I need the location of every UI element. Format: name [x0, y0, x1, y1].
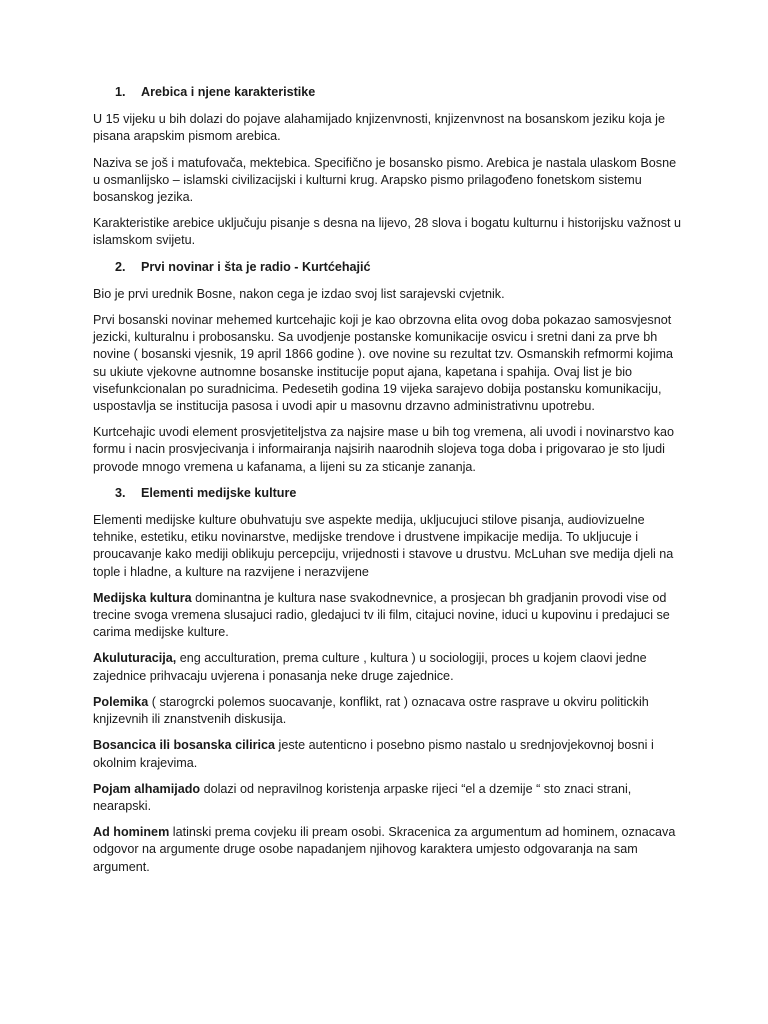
section-heading-1 [93, 84, 685, 101]
term: Medijska kultura [93, 590, 192, 605]
definition: dominantna je kultura nase svakodnevnice, a prosjecan bh gradjanin provodi vise od trecine svoga vremena slusajuci radio, gledajuci tv ili film, citajuci novine, iduci u kupovinu i predajuci se carima medijske kulture. [93, 590, 670, 640]
term: Polemika [93, 694, 149, 709]
section-number: 1. [115, 85, 126, 99]
term: Ad hominem [93, 825, 170, 840]
definition: latinski prema covjeku ili pream osobi. Skracenica za argumentum ad hominem, oznacava odgovor na argumente druge osobe napadanjem njihovog karaktera umjesto odgovaranja na sam argument. [93, 825, 676, 874]
term-definition [93, 824, 685, 876]
paragraph: Naziva se još i matufovača, mektebica. Specifično je bosansko pismo. Arebica je nastala ulaskom Bosne u osmanlijsko – islamski civilizacijski i kulturni krug. Arapsko pismo prilagođeno fonetskom sistemu bosanskog jezika. [93, 155, 677, 205]
section-title: Arebica i njene karakteristike [141, 85, 316, 99]
definition: ( starogrcki polemos suocavanje, konflikt, rat ) oznacava ostre rasprave u okviru politickih knjizevnih ili znanstvenih diskusija. [93, 694, 649, 727]
term-definition [93, 694, 685, 728]
definition: jeste autenticno i posebno pismo nastalo u srednjovjekovnoj bosni i okolnim krajevima. [93, 738, 654, 770]
term: Akuluturacija, [93, 651, 177, 666]
term-definition [93, 781, 685, 815]
definition: eng acculturation, prema culture , kultura ) u sociologiji, proces u kojem claovi jedne zajednice prihvacaju uvjerena i ponasanja neke druge zajednice. [93, 651, 647, 683]
term-definition [93, 590, 685, 642]
section-title: Prvi novinar i šta je radio - Kurtćehajić [141, 259, 371, 274]
definition: dolazi od nepravilnog koristenja arpaske rijeci “el a dzemije “ sto znaci strani, nearapski. [93, 781, 632, 813]
section-title: Elementi medijske kulture [141, 485, 297, 500]
section-heading-3 [93, 485, 685, 502]
section-number: 3. [115, 485, 126, 500]
paragraph: Elementi medijske kulture obuhvatuju sve aspekte medija, ukljucujuci stilove pisanja, audiovizuelne tehnike, estetiku, etiku novinarstve, medijske trendove i drustvene impikacije medija. To uklјucuje i proucavanje kako mediji oblikuju percepciju, vrijednosti i stavove u drustvu. McLuhan sve medija djeli na tople i hladne, a kulture na razvijene i nerazvijene [93, 513, 674, 579]
paragraph: Kurtcehajic uvodi element prosvjetiteljstva za najsire mase u bih tog vremena, ali uvodi i novinarstvo kao formu i nacin prosvjecivanja i informairanja najsirih naarodnih slojeva toga doba i prigovarao je sto ljudi provode mnogo vremena u kafanama, a lijeni su za sticanje zananja. [93, 425, 675, 474]
paragraph: Prvi bosanski novinar mehemed kurtcehajic koji je kao obrzovna elita ovog doba pokazao samosvjesnot jezicki, kulturalnu i probosansku. Sa uvodjenje postanske komunikacije osvicu i sretni dani za prve bh novine ( bosanski vjesnik, 19 april 1866 godine ). ove novine su rezultat tzv. Osmanskih refmormi kojima su ukiute vjekovne autnomne bosanske institucije poput ajana, kapetana i spahija. Ovaj list je bio visefunkcionalan po suradnicima. Pedesetih godina 19 vijeka sarajevo dobija postansku komunikaciju, uspostavlja se institucija pasosa i uvodi apir u masovnu drzavno administrativnu upotrebu. [93, 313, 674, 414]
term: Bosancica ili bosanska cilirica [93, 738, 276, 753]
term-definition [93, 737, 685, 771]
paragraph: U 15 vijeku u bih dolazi do pojave alahamijado knjizenvnosti, knjizenvnost na bosanskom jeziku koja je pisana arapskim pismom arebica. [93, 112, 665, 144]
term-definition [93, 650, 685, 684]
term: Pojam alhamijado [93, 781, 201, 796]
section-heading-2 [93, 259, 685, 276]
section-number: 2. [115, 259, 126, 274]
paragraph: Karakteristike arebice uključuju pisanje s desna na lijevo, 28 slova i bogatu kulturnu i historijsku važnost u islamskom svijetu. [93, 216, 682, 248]
document-page [93, 84, 685, 885]
paragraph: Bio je prvi urednik Bosne, nakon cega je izdao svoj list sarajevski cvjetnik. [93, 286, 505, 301]
